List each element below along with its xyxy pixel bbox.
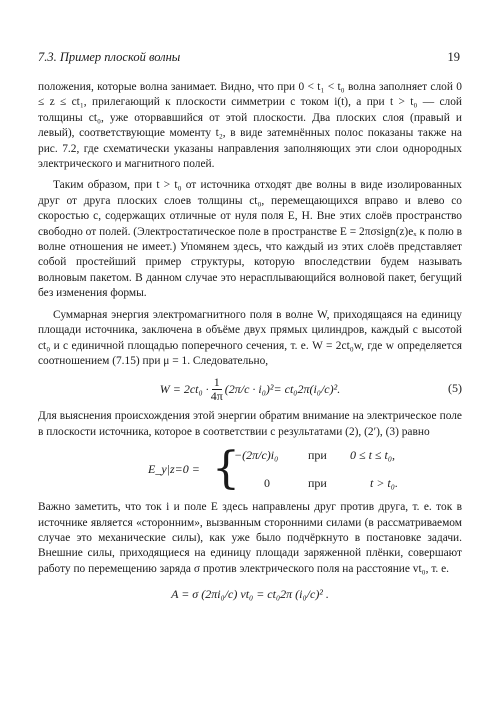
body-text [38, 80, 462, 613]
equation-5-rhs: = ct₀2π(i₀/c)². [273, 381, 341, 396]
piecewise-formula [38, 440, 462, 500]
equation-5-paren: (2π/c · i₀)² [224, 381, 274, 396]
paragraph-2: Таким образом, при t > t₀ от источника отходят две волны в виде изолированных друг от друга плоских слоев толщины ct₀, перемещающихся вправо и влево со скоростью c, содержащих отличные от нуля поля E, H. Вне этих слоёв пространство свободно от полей. (Электростатическое поле в пространстве E = 2πσsign(z)eₓ к полю в волне отношения не имеет.) Упомянем здесь, что каждый из этих слоёв представляет собой простейший пример структуры, которую впоследствии будем называть волновым пакетом. В данном случае это нерасплывающийся волновой пакет, бегущий без изменения формы. [38, 179, 462, 300]
piecewise-row-2 [234, 476, 470, 491]
page-number: 19 [447, 50, 460, 64]
section-title: 7.3. Пример плоской волны [38, 50, 181, 64]
left-brace: { [212, 443, 240, 495]
equation-5-number: (5) [448, 381, 462, 396]
row2-word: при [308, 476, 327, 491]
equation-5 [38, 369, 462, 409]
running-header [38, 50, 460, 65]
piecewise-lhs: E_y|z=0 = [148, 462, 200, 477]
equation-a [38, 577, 462, 613]
equation-5-frac-num: 1 [213, 374, 220, 389]
paragraph-4: Для выяснения происхождения этой энергии обратим внимание на электрическое поле в плоскости источника, которое в соответствии с результатами (2), (2′), (3) равно [38, 410, 462, 438]
paragraph-3: Суммарная энергия электромагнитного поля в волне W, приходящаяся на единицу площади источника, заключена в объёме двух прямых цилиндров, каждый с высотой ct₀ и с единичной площадью поперечного сечения, т. е. W = 2ct₀w, где w определяется соотношением (7.15) при μ = 1. Следовательно, [38, 308, 462, 367]
piecewise-row-1 [234, 448, 450, 463]
equation-5-frac-den: 4π [210, 388, 223, 403]
paragraph-5: Важно заметить, что ток i и поле E здесь направлены друг против друга, т. е. ток в источнике является «сторонним», вызванным сторонними силами (в рассматриваемом случае это механические силы), как уже было подчёркнуто в постановке задачи. Внешние силы, приходящиеся на единицу площади заряженной плёнки, совершают работу по перемещению заряда σ против электрического поля на расстояние vt₀, т. е. [38, 501, 462, 575]
row2-expression: 0 [264, 476, 270, 491]
row2-condition: t > t₀. [370, 476, 398, 491]
equation-5-fraction [211, 376, 223, 403]
row1-word: при [308, 448, 327, 463]
row1-condition: 0 ≤ t ≤ t₀, [350, 448, 396, 463]
equation-a-text: A = σ (2πi₀/c) vt₀ = ct₀2π (i₀/c)² . [171, 587, 329, 602]
row1-expression: −(2π/c)i₀ [234, 448, 279, 463]
paragraph-1: положения, которые волна занимает. Видно, что при 0 < t₁ < t₀ волна заполняет слой 0 ≤ z ≤ ct₁, прилегающий к плоскости симметрии с током i(t), а при t > t₀ — слой толщины ct₀, уже оторвавшийся от этой плоскости. Два плоских слоя (правый и левый), соответствующие моменту t₂, в виде затемнённых полос показаны также на рис. 7.2, где схематически указаны направления заполняющих эти слои однородных электрического и магнитного полей. [38, 81, 462, 171]
equation-5-lhs: W = 2ct₀ · [159, 381, 209, 396]
